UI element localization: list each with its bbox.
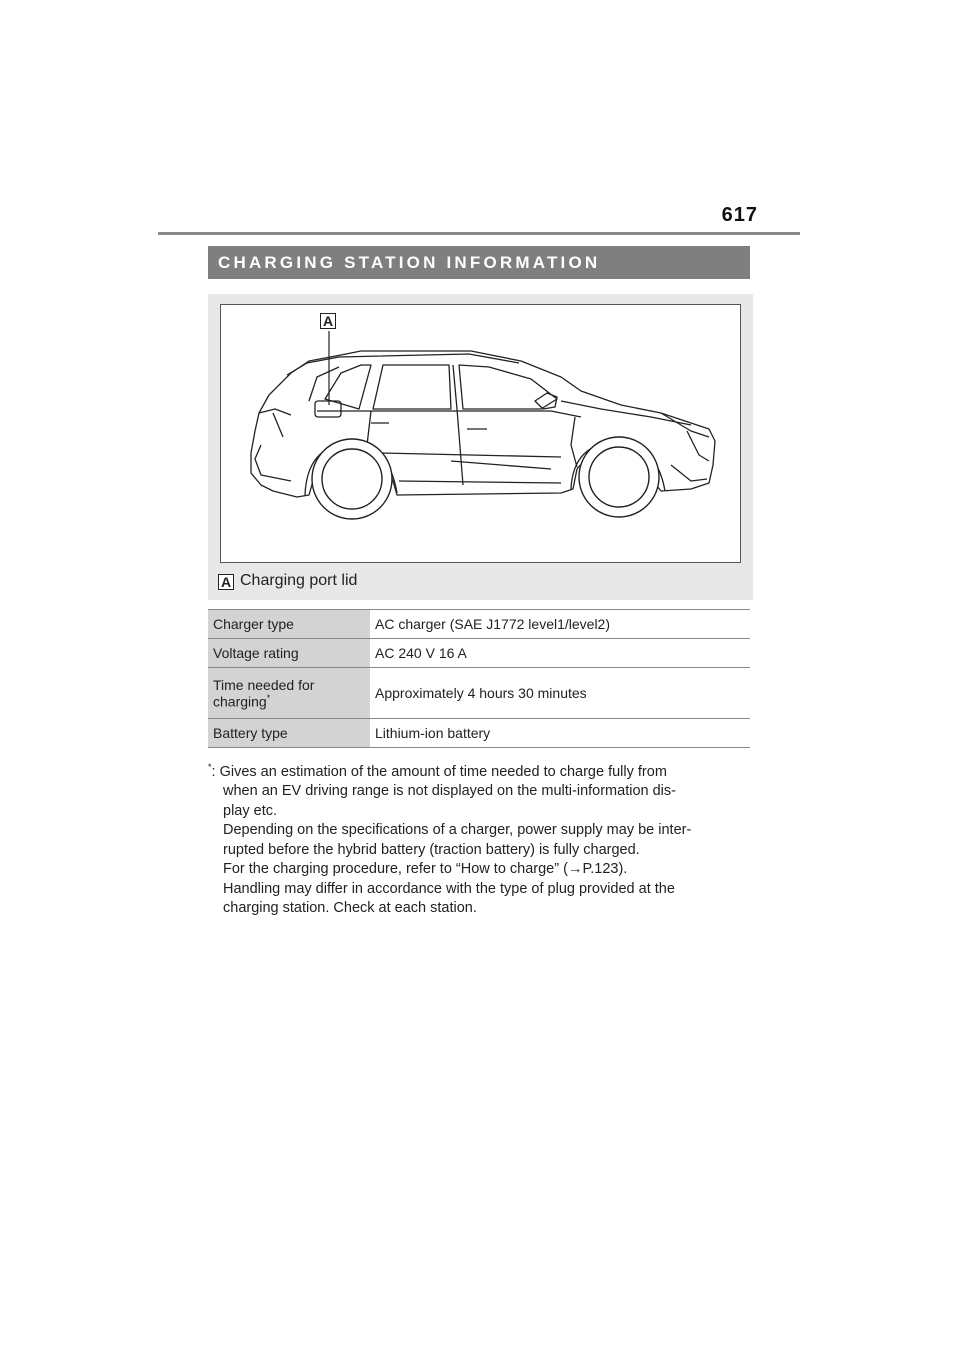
footnote bbox=[208, 758, 753, 919]
arrow-right-icon: → bbox=[567, 861, 583, 878]
footnote-line: charging station. Check at each station. bbox=[223, 900, 477, 917]
page-number: 617 bbox=[721, 204, 758, 226]
row-value: AC charger (SAE J1772 level1/level2) bbox=[370, 610, 750, 639]
row-label-cell bbox=[208, 668, 370, 719]
footnote-line: rupted before the hybrid battery (traction battery) is fully charged. bbox=[223, 841, 640, 858]
footnote-line bbox=[208, 860, 753, 880]
row-label: Charger type bbox=[208, 610, 370, 639]
row-label: Time needed for charging bbox=[213, 676, 315, 710]
figure-caption bbox=[218, 572, 357, 590]
caption-text: Charging port lid bbox=[240, 572, 358, 589]
footnote-text: ). bbox=[618, 861, 628, 878]
table-row bbox=[208, 668, 750, 719]
section-title: CHARGING STATION INFORMATION bbox=[208, 246, 750, 279]
row-value: Approximately 4 hours 30 minutes bbox=[370, 668, 750, 719]
footnote-text: For the charging procedure, refer to “How to charge” ( bbox=[223, 861, 568, 878]
caption-callout-a: A bbox=[218, 574, 234, 590]
row-value: AC 240 V 16 A bbox=[370, 639, 750, 668]
footnote-marker: * bbox=[208, 762, 212, 772]
table-row bbox=[208, 719, 750, 748]
spec-table bbox=[208, 609, 750, 748]
figure-frame bbox=[220, 304, 741, 563]
footnote-line: Handling may differ in accordance with the type of plug provided at the bbox=[223, 880, 675, 897]
footnote-line: Depending on the specifications of a charger, power supply may be inter- bbox=[223, 822, 692, 839]
footnote-line: play etc. bbox=[223, 802, 277, 819]
table-row bbox=[208, 610, 750, 639]
row-label: Voltage rating bbox=[208, 639, 370, 668]
header-rule bbox=[158, 232, 800, 235]
footnote-marker: * bbox=[266, 692, 271, 703]
row-label: Battery type bbox=[208, 719, 370, 748]
table-row bbox=[208, 639, 750, 668]
footnote-line bbox=[208, 758, 753, 782]
figure-panel bbox=[208, 294, 753, 600]
car-side-view-illustration bbox=[221, 305, 742, 564]
page-reference-link[interactable]: P.123 bbox=[582, 861, 619, 878]
footnote-line: when an EV driving range is not displayed on the multi-information dis- bbox=[223, 783, 676, 800]
row-value: Lithium-ion battery bbox=[370, 719, 750, 748]
footnote-text: : Gives an estimation of the amount of time needed to charge fully from bbox=[211, 763, 667, 780]
callout-a: A bbox=[320, 313, 336, 329]
